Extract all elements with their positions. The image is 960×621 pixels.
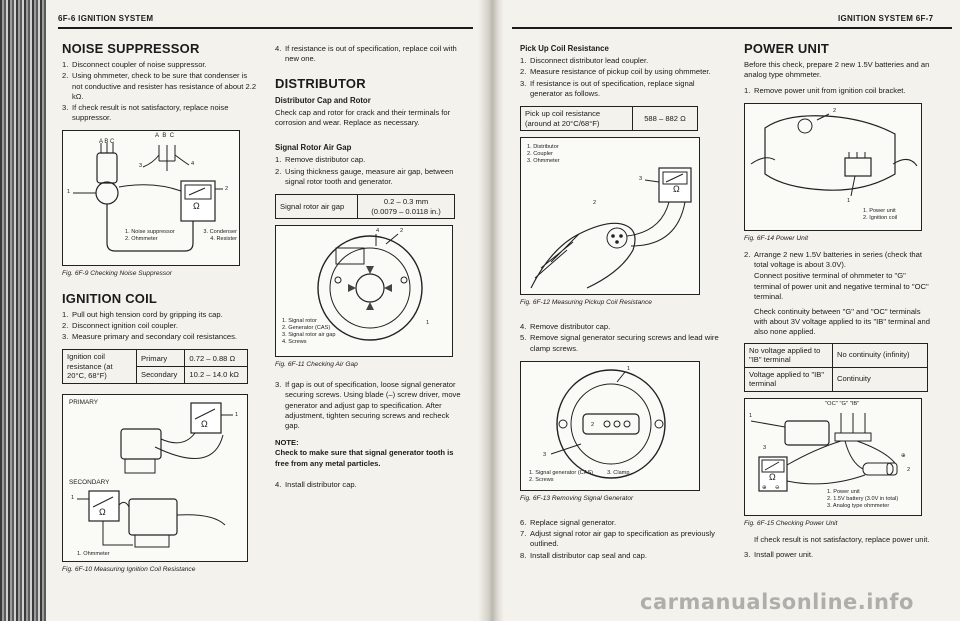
power-unit-step-2 xyxy=(744,250,934,270)
ignition-coil-legend: 1. Ohmmeter xyxy=(77,550,110,557)
figure-remove-generator: 1 2 3 1. Signal generator (CAS) 3. Clamp 2. Screws xyxy=(520,361,700,491)
noise-suppressor-legend: 1. Noise suppressor 3. Condenser 2. Ohmmeter 4. Resister xyxy=(125,229,237,243)
figure-ignition-coil: PRIMARY SECONDARY 1 1 Ω Ω 1. Ohmmeter xyxy=(62,394,248,562)
power-unit-step-1 xyxy=(744,86,934,96)
power-unit-legend: 1. Power unit 2. Ignition coil xyxy=(863,207,898,221)
power-unit-continuity-text: Check continuity between "G" and "OC" terminals with about 3V voltage applied to its "IB" terminal and also none applied. xyxy=(754,307,930,337)
install-generator-steps xyxy=(520,518,720,561)
power-unit-intro: Before this check, prepare 2 new 1.5V batteries and an analog type ohmmeter. xyxy=(744,60,930,80)
power-unit-step-3 xyxy=(744,550,934,560)
pickup-coil-legend: 1. Distributor 2. Coupler 3. Ohmmeter xyxy=(527,144,560,165)
power-unit-continuity-table xyxy=(744,343,928,392)
cap-rotor-text: Check cap and rotor for crack and their terminals for corrosion and wear. Replace as necessary. xyxy=(275,107,451,128)
figure-caption: Fig. 6F-11 Checking Air Gap xyxy=(275,361,358,369)
table-label-cell: Pick up coil resistance (around at 20°C/68°F) xyxy=(521,107,633,131)
figure-power-unit: 2 1 1. Power unit 2. Ignition coil xyxy=(744,103,922,231)
pickup-coil-title: Pick Up Coil Resistance xyxy=(520,44,609,53)
figure-caption: Fig. 6F-10 Measuring Ignition Coil Resistance xyxy=(62,565,196,573)
list-item: 1. Disconnect coupler of noise suppressor. xyxy=(62,60,207,70)
table-cell: Primary xyxy=(137,350,185,367)
list-item: 3. Install power unit. xyxy=(744,550,814,560)
right-running-head: IGNITION SYSTEM 6F-7 xyxy=(838,14,934,23)
list-item: 5. Remove signal generator securing screws and lead wire clamp screws. xyxy=(520,333,719,353)
ignition-coil-heading: IGNITION COIL xyxy=(62,290,158,306)
air-gap-steps xyxy=(275,155,465,187)
noise-suppressor-heading: NOISE SUPPRESSOR xyxy=(62,41,200,56)
table-cell: 10.2 – 14.0 kΩ xyxy=(185,367,248,384)
figure-noise-suppressor: A B C A B C 1 2 3 4 Ω 1. Noise suppressor 3. Condenser 2. Ohmmeter 4. Resister xyxy=(62,130,240,266)
list-item: 2. Measure resistance of pickup coil by using ohmmeter. xyxy=(520,67,711,77)
list-item: 2. Using ohmmeter, check to be sure that condenser is not conductive and resister has resistance of about 2.2 kΩ. xyxy=(62,71,257,101)
list-item: 3. If check result is not satisfactory, replace noise suppressor. xyxy=(62,103,229,123)
noise-suppressor-steps xyxy=(62,60,258,123)
figure-caption: Fig. 6F-13 Removing Signal Generator xyxy=(520,494,634,502)
list-item: 6. Replace signal generator. xyxy=(520,518,617,528)
air-gap-legend: 1. Signal rotor 2. Generator (CAS) 3. Signal rotor air gap 4. Screws xyxy=(282,318,336,346)
noise-suppressor-illustration xyxy=(63,131,240,266)
table-cell: Continuity xyxy=(833,367,928,391)
figure-caption: Fig. 6F-15 Checking Power Unit xyxy=(744,519,838,527)
table-cell: No voltage applied to "IB" terminal xyxy=(745,343,833,367)
right-column-b xyxy=(744,41,934,561)
list-item: 8. Install distributor cap seal and cap. xyxy=(520,550,647,560)
list-item: 2. Disconnect ignition coil coupler. xyxy=(62,321,178,331)
table-cell: No continuity (infinity) xyxy=(833,343,928,367)
left-column-b xyxy=(275,44,465,491)
noise-suppressor-step-4 xyxy=(275,44,465,64)
power-unit-heading: POWER UNIT xyxy=(744,41,830,56)
figure-pickup-coil: 3 2 Ω 1. Distributor 2. Coupler 3. Ohmmeter xyxy=(520,137,700,295)
table-cell: Secondary xyxy=(137,367,185,384)
table-cell: 0.2 – 0.3 mm (0.0079 – 0.0118 in.) xyxy=(358,195,455,219)
table-cell: 0.72 – 0.88 Ω xyxy=(185,350,248,367)
figure-caption: Fig. 6F-9 Checking Noise Suppressor xyxy=(62,270,172,278)
list-item: 4. Remove distributor cap. xyxy=(520,322,611,332)
list-item: 1. Pull out high tension cord by gripping its cap. xyxy=(62,309,223,319)
left-column-a xyxy=(62,41,258,575)
watermark: carmanualsonline.info xyxy=(640,590,914,614)
list-item: 2. Using thickness gauge, measure air gap, between signal rotor tooth and generator. xyxy=(275,166,454,186)
ignition-coil-steps xyxy=(62,310,258,343)
power-unit-closing-text: If check result is not satisfactory, replace power unit. xyxy=(754,534,930,544)
figure-checking-power-unit: "OC" "G" "IB" 1 3 2 Ω ⊕ ⊖ ⊕ 1. Power unit 2. 1.5V battery (3.0V in total) 3. Analog type ohmmeter xyxy=(744,398,922,516)
pickup-coil-steps xyxy=(520,56,720,99)
cap-rotor-title: Distributor Cap and Rotor xyxy=(275,95,371,105)
figure-air-gap: 4 2 1 1. Signal rotor 2. Generator (CAS) 3. Signal rotor air gap 4. Screws xyxy=(275,225,453,357)
list-item: 1. Disconnect distributor lead coupler. xyxy=(520,56,649,66)
list-item: 3. Measure primary and secondary coil resistances. xyxy=(62,332,238,342)
ignition-coil-resistance-table xyxy=(62,349,248,384)
list-item: 1. Remove power unit from ignition coil bracket. xyxy=(744,85,906,95)
air-gap-steps-continued xyxy=(275,380,465,431)
table-cell: Voltage applied to "IB" terminal xyxy=(745,367,833,391)
figure-caption: Fig. 6F-14 Power Unit xyxy=(744,234,809,242)
list-item: 2. Arrange 2 new 1.5V batteries in series (check that total voltage is about 3.0V). xyxy=(744,250,922,270)
right-column-a xyxy=(520,44,720,562)
right-header-rule xyxy=(512,27,952,29)
remove-generator-steps xyxy=(520,322,720,354)
list-item: 4. Install distributor cap. xyxy=(275,479,357,489)
page-fold-gutter xyxy=(478,0,504,621)
left-running-head: 6F-6 IGNITION SYSTEM xyxy=(58,14,154,23)
figure-caption: Fig. 6F-12 Measuring Pickup Coil Resistance xyxy=(520,299,652,307)
pickup-coil-spec-table xyxy=(520,106,698,131)
list-item: 7. Adjust signal rotor air gap to specification as previously outlined. xyxy=(520,529,715,549)
power-unit-connect-text: Connect positive terminal of ohmmeter to "G" terminal of power unit and negative terminal to "OC" terminal. xyxy=(754,271,929,301)
list-item: 1. Remove distributor cap. xyxy=(275,155,366,165)
air-gap-spec-table xyxy=(275,194,455,219)
list-item: 3. If gap is out of specification, loose signal generator securing screws. Using blade (–) screw driver, move generator and adjust gap to specification. After adjustment, tighten securing screws and recheck gap. xyxy=(275,380,461,431)
table-label-cell: Ignition coil resistance (at 20°C, 68°F) xyxy=(63,350,137,384)
checking-power-unit-legend: 1. Power unit 2. 1.5V battery (3.0V in total) 3. Analog type ohmmeter xyxy=(827,488,899,509)
install-cap-step xyxy=(275,480,465,490)
left-header-rule xyxy=(58,27,473,29)
list-item: 4. If resistance is out of specification, replace coil with new one. xyxy=(275,44,457,64)
table-cell: 588 – 882 Ω xyxy=(633,107,698,131)
note-label: NOTE: xyxy=(275,438,299,448)
signal-rotor-gap-title: Signal Rotor Air Gap xyxy=(275,143,352,153)
list-item: 3. If resistance is out of specification, replace signal generator as follows. xyxy=(520,78,695,98)
note-text: Check to make sure that signal generator tooth is free from any metal particles. xyxy=(275,448,454,468)
table-label-cell: Signal rotor air gap xyxy=(276,195,358,219)
book-binding-edge xyxy=(0,0,46,621)
remove-generator-legend: 1. Signal generator (CAS) 3. Clamp 2. Screws xyxy=(529,469,630,483)
distributor-heading: DISTRIBUTOR xyxy=(275,76,366,92)
